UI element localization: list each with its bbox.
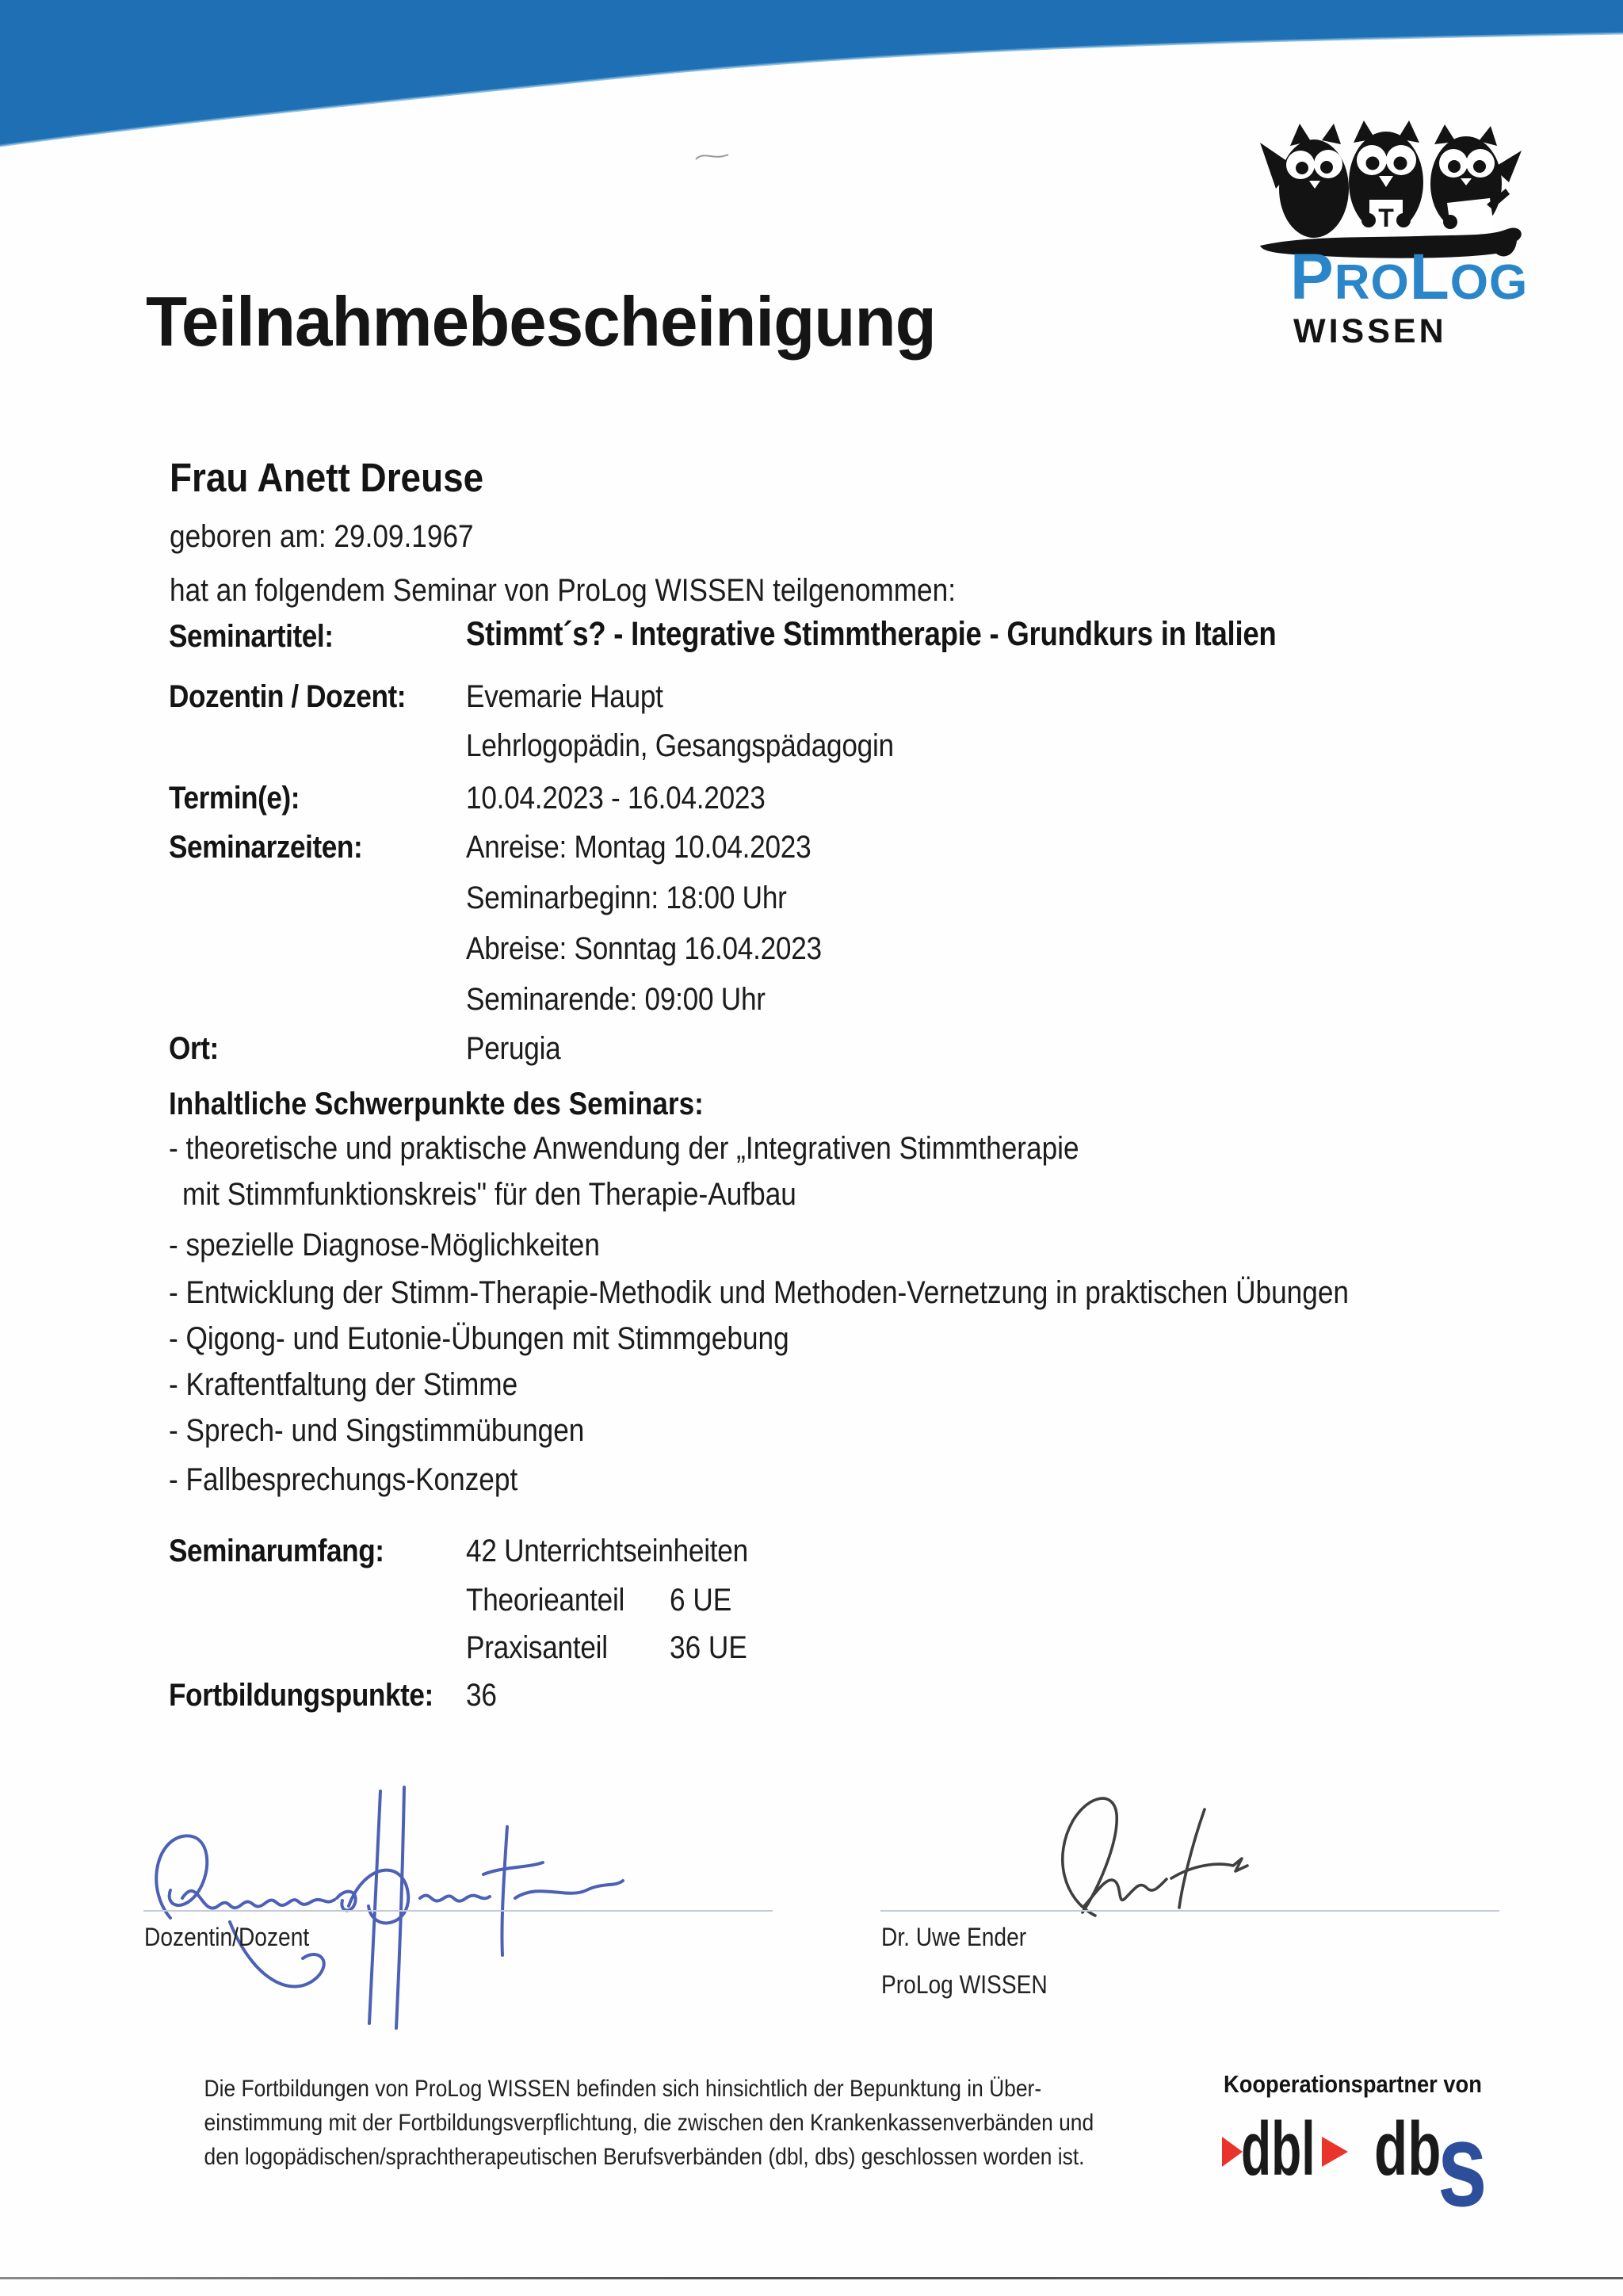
ender-org: ProLog WISSEN xyxy=(881,1970,1048,1999)
praxisanteil-label: Praxisanteil xyxy=(466,1630,608,1665)
participant-name: Frau Anett Dreuse xyxy=(170,455,484,500)
brand-letters-ro: RO xyxy=(1334,255,1410,310)
content-item-5: - Kraftentfaltung der Stimme xyxy=(169,1367,518,1402)
dozent-signature-line xyxy=(143,1910,773,1912)
dozent-label: Dozentin / Dozent: xyxy=(169,679,407,714)
brand-letter-l: L xyxy=(1409,241,1450,313)
dozent-value: Evemarie Haupt xyxy=(466,679,663,714)
scan-edge-line xyxy=(0,2277,1623,2279)
content-item-4: - Qigong- und Eutonie-Übungen mit Stimmgebung xyxy=(169,1321,789,1356)
termine-label: Termin(e): xyxy=(169,781,300,816)
dbl-arrow-right-icon xyxy=(1322,2137,1348,2167)
ort-value: Perugia xyxy=(466,1031,561,1066)
content-heading: Inhaltliche Schwerpunkte des Seminars: xyxy=(169,1087,704,1121)
brand-letter-p: P xyxy=(1290,241,1335,313)
seminartitel-value: Stimmt´s? - Integrative Stimmtherapie - Grundkurs in Italien xyxy=(466,615,1277,653)
cup-letter: T xyxy=(1378,204,1394,232)
partner-label: Kooperationspartner von xyxy=(1224,2070,1482,2098)
page-title: Teilnahmebescheinigung xyxy=(146,282,936,361)
footer-line-1: Die Fortbildungen von ProLog WISSEN befinden sich hinsichtlich der Bepunktung in Über- xyxy=(204,2076,1042,2102)
participant-intro: hat an folgendem Seminar von ProLog WISSEN teilgenommen: xyxy=(170,573,956,608)
content-item-6: - Sprech- und Singstimmübungen xyxy=(169,1413,585,1448)
fortbildungspunkte-label: Fortbildungspunkte: xyxy=(169,1678,433,1713)
zeiten-ende: Seminarende: 09:00 Uhr xyxy=(466,982,766,1017)
zeiten-beginn: Seminarbeginn: 18:00 Uhr xyxy=(466,881,787,915)
dbl-logo: dbl xyxy=(1241,2107,1316,2191)
ender-signature xyxy=(1046,1787,1308,1926)
content-item-3: - Entwicklung der Stimm-Therapie-Methodik und Methoden-Vernetzung in praktischen Übungen xyxy=(169,1275,1349,1310)
theorieanteil-label: Theorieanteil xyxy=(466,1583,625,1618)
praxisanteil-value: 36 UE xyxy=(670,1630,747,1665)
zeiten-anreise: Anreise: Montag 10.04.2023 xyxy=(466,830,812,865)
footer-line-3: den logopädischen/sprachtherapeutischen Berufsverbänden (dbl, dbs) geschlossen worden ist. xyxy=(204,2144,1085,2170)
fortbildungspunkte-value: 36 xyxy=(466,1678,497,1713)
brand-letters-og: OG xyxy=(1449,255,1529,310)
content-item-2: - spezielle Diagnose-Möglichkeiten xyxy=(169,1228,600,1263)
scan-artifact xyxy=(694,149,731,163)
dozent-signature xyxy=(135,1779,650,2033)
seminartitel-label: Seminartitel: xyxy=(169,619,334,654)
content-item-7: - Fallbesprechungs-Konzept xyxy=(169,1462,518,1497)
dbs-logo-s: s xyxy=(1438,2098,1487,2231)
dozent-signature-label: Dozentin/Dozent xyxy=(144,1923,310,1951)
seminarumfang-total: 42 Unterrichtseinheiten xyxy=(466,1534,748,1568)
zeiten-abreise: Abreise: Sonntag 16.04.2023 xyxy=(466,931,822,966)
termine-value: 10.04.2023 - 16.04.2023 xyxy=(466,781,766,816)
content-item-1: - theoretische und praktische Anwendung der „Integrativen Stimmtherapie xyxy=(169,1131,1079,1166)
participant-born: geboren am: 29.09.1967 xyxy=(170,519,474,554)
ort-label: Ort: xyxy=(169,1031,219,1066)
dbs-logo-db: db xyxy=(1374,2107,1442,2191)
theorieanteil-value: 6 UE xyxy=(670,1583,732,1618)
brand-sub-wissen: WISSEN xyxy=(1293,312,1447,350)
prolog-owls-icon xyxy=(1258,119,1525,260)
ender-signature-line xyxy=(880,1910,1499,1912)
dozent-value2: Lehrlogopädin, Gesangspädagogin xyxy=(466,728,894,763)
content-item-1b: mit Stimmfunktionskreis" für den Therapie-Aufbau xyxy=(182,1177,796,1212)
ender-name: Dr. Uwe Ender xyxy=(881,1923,1027,1951)
seminarumfang-label: Seminarumfang: xyxy=(169,1534,384,1568)
footer-disclaimer xyxy=(204,2072,1094,2174)
dbl-arrow-left-icon xyxy=(1222,2137,1243,2167)
footer-line-2: einstimmung mit der Fortbildungsverpflichtung, die zwischen den Krankenkassenverbänden und xyxy=(204,2110,1094,2136)
seminarzeiten-label: Seminarzeiten: xyxy=(169,830,363,865)
